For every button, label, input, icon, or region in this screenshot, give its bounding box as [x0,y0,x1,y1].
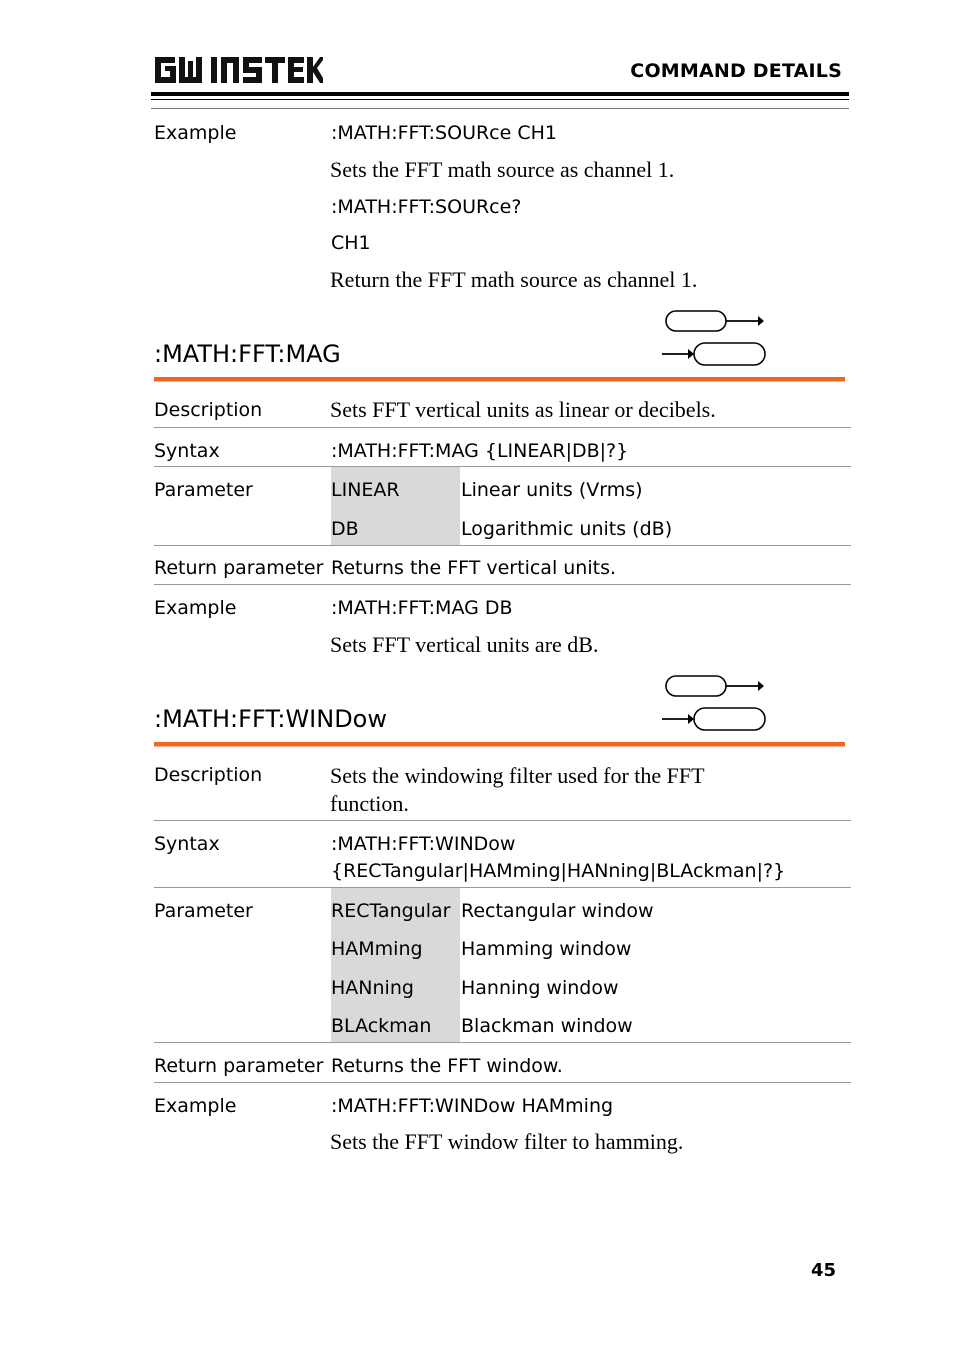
set-query-icon [660,308,768,372]
example-response: CH1 [331,232,371,254]
set-query-icon [660,673,768,737]
header-rule-thick [151,92,849,96]
syntax-label: Syntax [154,833,220,855]
example-label: Example [154,1095,237,1117]
syntax-text: :MATH:FFT:WINDow [331,833,516,855]
parameter-name: HAMming [331,938,423,960]
row-divider [154,1042,851,1043]
description-label: Description [154,399,263,421]
header-rule-thin [151,99,849,100]
example-description: Sets the FFT window filter to hamming. [330,1129,684,1154]
parameter-desc: Hamming window [461,938,632,960]
return-label: Return parameter [154,557,324,579]
parameter-desc: Hanning window [461,977,619,999]
row-divider [154,1082,851,1083]
description-label: Description [154,764,263,786]
row-divider [154,466,851,467]
parameter-label: Parameter [154,479,253,501]
gw-instek-logo [153,53,323,85]
return-label: Return parameter [154,1055,324,1077]
example-description: Sets the FFT math source as channel 1. [330,157,675,182]
row-divider [154,887,851,888]
example-label: Example [154,122,237,144]
row-divider [154,427,851,428]
parameter-name: HANning [331,977,414,999]
example-description: Sets FFT vertical units are dB. [330,632,599,657]
example-command: :MATH:FFT:SOURce CH1 [331,122,557,144]
row-divider [154,545,851,546]
syntax-text: {RECTangular|HAMming|HANning|BLAckman|?} [331,860,786,882]
section-header: COMMAND DETAILS [630,60,842,82]
description-text: Sets the windowing filter used for the FFT [330,763,705,788]
parameter-name: RECTangular [331,900,451,922]
parameter-name: LINEAR [331,479,400,501]
row-divider [154,820,851,821]
parameter-label: Parameter [154,900,253,922]
example-query: :MATH:FFT:SOURce? [331,196,522,218]
parameter-name: BLAckman [331,1015,432,1037]
description-text: Sets FFT vertical units as linear or decibels. [330,397,716,422]
row-divider [154,584,851,585]
parameter-desc: Linear units (Vrms) [461,479,643,501]
header-rule-light [151,108,849,109]
parameter-desc: Blackman window [461,1015,633,1037]
section-title-window: :MATH:FFT:WINDow [154,705,387,733]
description-text: function. [330,791,409,816]
syntax-text: :MATH:FFT:MAG {LINEAR|DB|?} [331,440,629,462]
example-command: :MATH:FFT:MAG DB [331,597,513,619]
example-command: :MATH:FFT:WINDow HAMming [331,1095,614,1117]
page-number: 45 [811,1260,837,1281]
parameter-name: DB [331,518,359,540]
return-text: Returns the FFT vertical units. [331,557,617,579]
syntax-label: Syntax [154,440,220,462]
section-rule [154,742,845,746]
section-rule [154,377,845,381]
example-label: Example [154,597,237,619]
parameter-desc: Logarithmic units (dB) [461,518,673,540]
parameter-desc: Rectangular window [461,900,654,922]
example-description: Return the FFT math source as channel 1. [330,267,698,292]
section-title-mag: :MATH:FFT:MAG [154,340,341,368]
return-text: Returns the FFT window. [331,1055,563,1077]
